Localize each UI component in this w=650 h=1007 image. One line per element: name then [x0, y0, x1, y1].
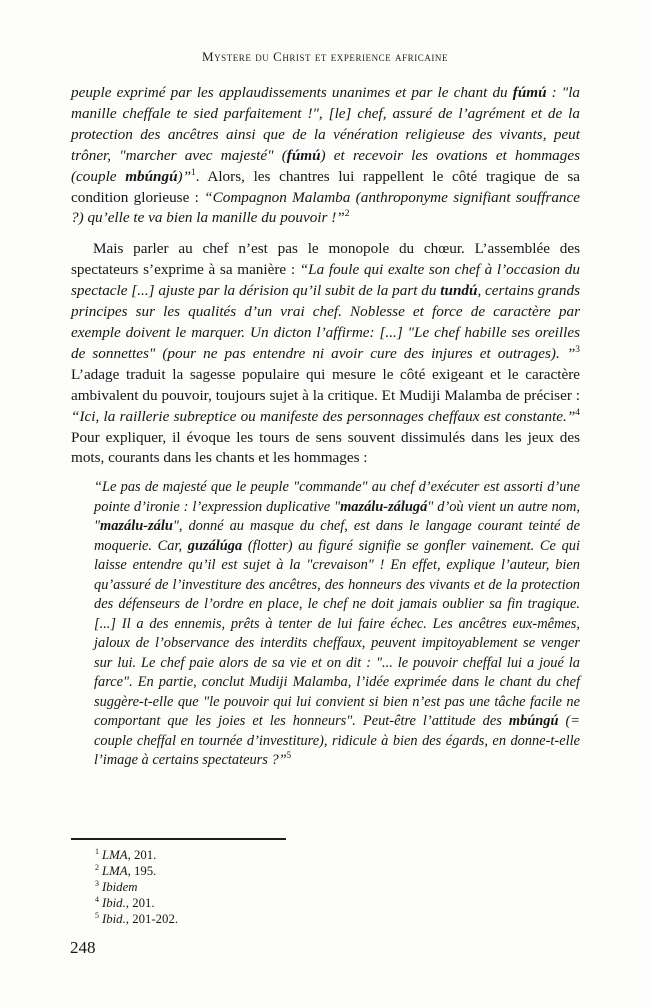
footnote [71, 895, 580, 911]
paragraph-body: Mais parler au chef n’est pas le monopole du chœur. L’assemblée des spectateurs s’exprime à sa manière : “La foule qui exalte son chef à l’occasion du spectacle [...] ajuste par la dérision qu’il subit de la part du tundú, certains grands principes sur les qualités d’un vrai chef. Noblesse et force de caractère par exemple doivent le marquer. Un dicton l’affirme: [...] "Le chef habille ses oreilles de sonnettes" (pour ne pas entendre ni avoir cure des injures et outrages). ”$^3$ L’adage traduit la sagesse populaire qui mesure le côté exigeant et le caractère ambivalent du pouvoir, toujours sujet à la critique. Et Mudiji Malamba de préciser : “Ici, la raillerie subreptice ou manifeste des personnages cheffaux est constante.”$^4$ Pour expliquer, il évoque les tours de sens souvent dissimulés dans les jeux des mots, courants dans les chants et les hommages : [71, 240, 580, 467]
footnote-marker: 4 [95, 894, 99, 904]
footnote-text: LMA, 201. [101, 848, 157, 862]
block-quote: “Le pas de majesté que le peuple "commande" au chef d’exécuter est assorti d’une pointe d’ironie : l’expression duplicative "mazálu-zálugá" d’où vient un autre nom, "mazálu-zálu", donné au masque du chef, est dans le langage courant teinté de moquerie. Car, guzálúga (flotter) au figuré signifie se gonfler vainement. Ce qui laisse entendre qu’il est sujet à la "crevaison" ! En effet, explique l’auteur, bien qu’assuré de l’investiture des ancêtres, des honneurs des vivants et de la protection des défenseurs de l’ordre en place, le chef ne doit jamais oublier sa fin tragique. [...] Il a des ennemis, prêts à tenter de lui faire échec. Les ancêtres eux-mêmes, jaloux de l’observance des interdits cheffaux, peuvent impitoyablement se venger sur lui. Le chef paie alors de sa vie et on dit : "... le pouvoir cheffal lui a joué la farce". En partie, conclut Mudiji Malamba, l’idée exprimée dans le chant du chef suggère-t-elle que "le pouvoir qui lui convient si bien n’est pas une tâche facile ne comportant que les joies et les honneurs". Peut-être l’attitude des mbúngú (= couple cheffal en tournée d’investiture), ridicule à bien des égards, en donne-t-elle l’image à certains spectateurs ?”$^5$ [94, 479, 580, 769]
paragraph-continuation: peuple exprimé par les applaudissements unanimes et par le chant du fúmú : "la manille cheffale te sied parfaitement !", [le] chef, assuré de l’agrément et de la protection des ancêtres ainsi que de la vénération religieuse des vivants, peut trôner, "marcher avec majesté" (fúmú) et recevoir les ovations et hommages (couple mbúngú)”$^1$. Alors, les chantres lui rappellent le côté tragique de sa condition glorieuse : “Compagnon Malamba (anthroponyme signifiant souffrance ?) qu’elle te va bien la manille du pouvoir !”$^2$ [71, 84, 581, 227]
footnote-text: Ibid., 201-202. [101, 912, 179, 926]
footnote-separator [71, 838, 286, 840]
footnote-marker: 3 [95, 878, 99, 888]
footnote-text: Ibid., 201. [101, 896, 155, 910]
footnote [71, 863, 580, 879]
footnote-marker: 5 [95, 910, 99, 920]
footnote [71, 911, 580, 927]
footnote [71, 847, 580, 863]
footnote-text: Ibidem [101, 880, 138, 894]
footnote-marker: 1 [95, 846, 99, 856]
running-head: Mystere du Christ et experience africaine [201, 49, 449, 64]
footnote-area [71, 838, 580, 927]
page-number: 248 [70, 938, 96, 957]
footnote [71, 879, 580, 895]
footnote-marker: 2 [95, 862, 99, 872]
text-block [71, 83, 580, 771]
footnote-text: LMA, 195. [101, 864, 157, 878]
